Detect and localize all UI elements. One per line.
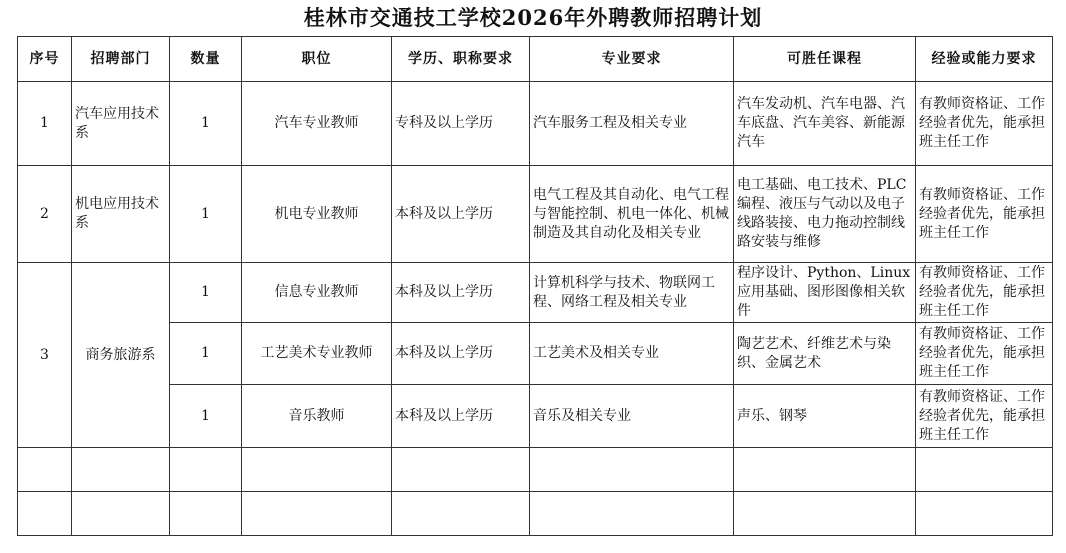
recruitment-table [17,36,1053,536]
cell-count: 1 [170,385,242,448]
cell-count: 1 [170,166,242,263]
cell-courses: 声乐、钢琴 [734,385,916,448]
table-row [18,385,1053,448]
cell-position: 机电专业教师 [242,166,392,263]
header-count: 数量 [170,37,242,82]
empty-cell [170,448,242,492]
empty-cell [734,448,916,492]
cell-courses: 汽车发动机、汽车电器、汽车底盘、汽车美容、新能源汽车 [734,82,916,166]
page-title: 桂林市交通技工学校2026年外聘教师招聘计划 [303,5,763,30]
empty-row [18,448,1053,492]
cell-courses: 程序设计、Python、Linux 应用基础、图形图像相关软件 [734,263,916,323]
empty-cell [916,448,1053,492]
empty-cell [242,492,392,536]
cell-education: 专科及以上学历 [392,82,530,166]
empty-cell [530,448,734,492]
empty-cell [18,448,72,492]
empty-row [18,492,1053,536]
cell-count: 1 [170,82,242,166]
header-courses: 可胜任课程 [734,37,916,82]
empty-cell [392,448,530,492]
cell-education: 本科及以上学历 [392,263,530,323]
cell-dept: 汽车应用技术系 [72,82,170,166]
empty-cell [72,492,170,536]
empty-cell [530,492,734,536]
cell-position: 音乐教师 [242,385,392,448]
cell-position: 汽车专业教师 [242,82,392,166]
header-position: 职位 [242,37,392,82]
cell-experience: 有教师资格证、工作经验者优先，能承担班主任工作 [916,385,1053,448]
header-row [18,37,1053,82]
cell-major: 汽车服务工程及相关专业 [530,82,734,166]
header-major: 专业要求 [530,37,734,82]
header-experience: 经验或能力要求 [916,37,1053,82]
cell-position: 信息专业教师 [242,263,392,323]
cell-education: 本科及以上学历 [392,385,530,448]
table-row [18,166,1053,263]
empty-cell [72,448,170,492]
cell-courses: 陶艺艺术、纤维艺术与染织、金属艺术 [734,323,916,385]
empty-cell [18,492,72,536]
cell-education: 本科及以上学历 [392,166,530,263]
empty-cell [170,492,242,536]
empty-cell [734,492,916,536]
table-row [18,263,1053,323]
header-dept: 招聘部门 [72,37,170,82]
cell-major: 音乐及相关专业 [530,385,734,448]
cell-courses: 电工基础、电工技术、PLC编程、液压与气动以及电子线路装接、电力拖动控制线路安装与维修 [734,166,916,263]
cell-dept: 机电应用技术系 [72,166,170,263]
cell-education: 本科及以上学历 [392,323,530,385]
empty-cell [392,492,530,536]
header-no: 序号 [18,37,72,82]
table-row [18,82,1053,166]
cell-dept: 商务旅游系 [72,263,170,448]
cell-major: 工艺美术及相关专业 [530,323,734,385]
empty-cell [916,492,1053,536]
cell-experience: 有教师资格证、工作经验者优先，能承担班主任工作 [916,323,1053,385]
cell-experience: 有教师资格证、工作经验者优先，能承担班主任工作 [916,263,1053,323]
cell-major: 计算机科学与技术、物联网工程、网络工程及相关专业 [530,263,734,323]
cell-experience: 有教师资格证、工作经验者优先，能承担班主任工作 [916,82,1053,166]
table-row [18,323,1053,385]
cell-experience: 有教师资格证、工作经验者优先，能承担班主任工作 [916,166,1053,263]
empty-cell [242,448,392,492]
cell-no: 2 [18,166,72,263]
header-education: 学历、职称要求 [392,37,530,82]
cell-no: 3 [18,263,72,448]
cell-major: 电气工程及其自动化、电气工程与智能控制、机电一体化、机械制造及其自动化及相关专业 [530,166,734,263]
cell-count: 1 [170,323,242,385]
cell-position: 工艺美术专业教师 [242,323,392,385]
cell-count: 1 [170,263,242,323]
cell-no: 1 [18,82,72,166]
